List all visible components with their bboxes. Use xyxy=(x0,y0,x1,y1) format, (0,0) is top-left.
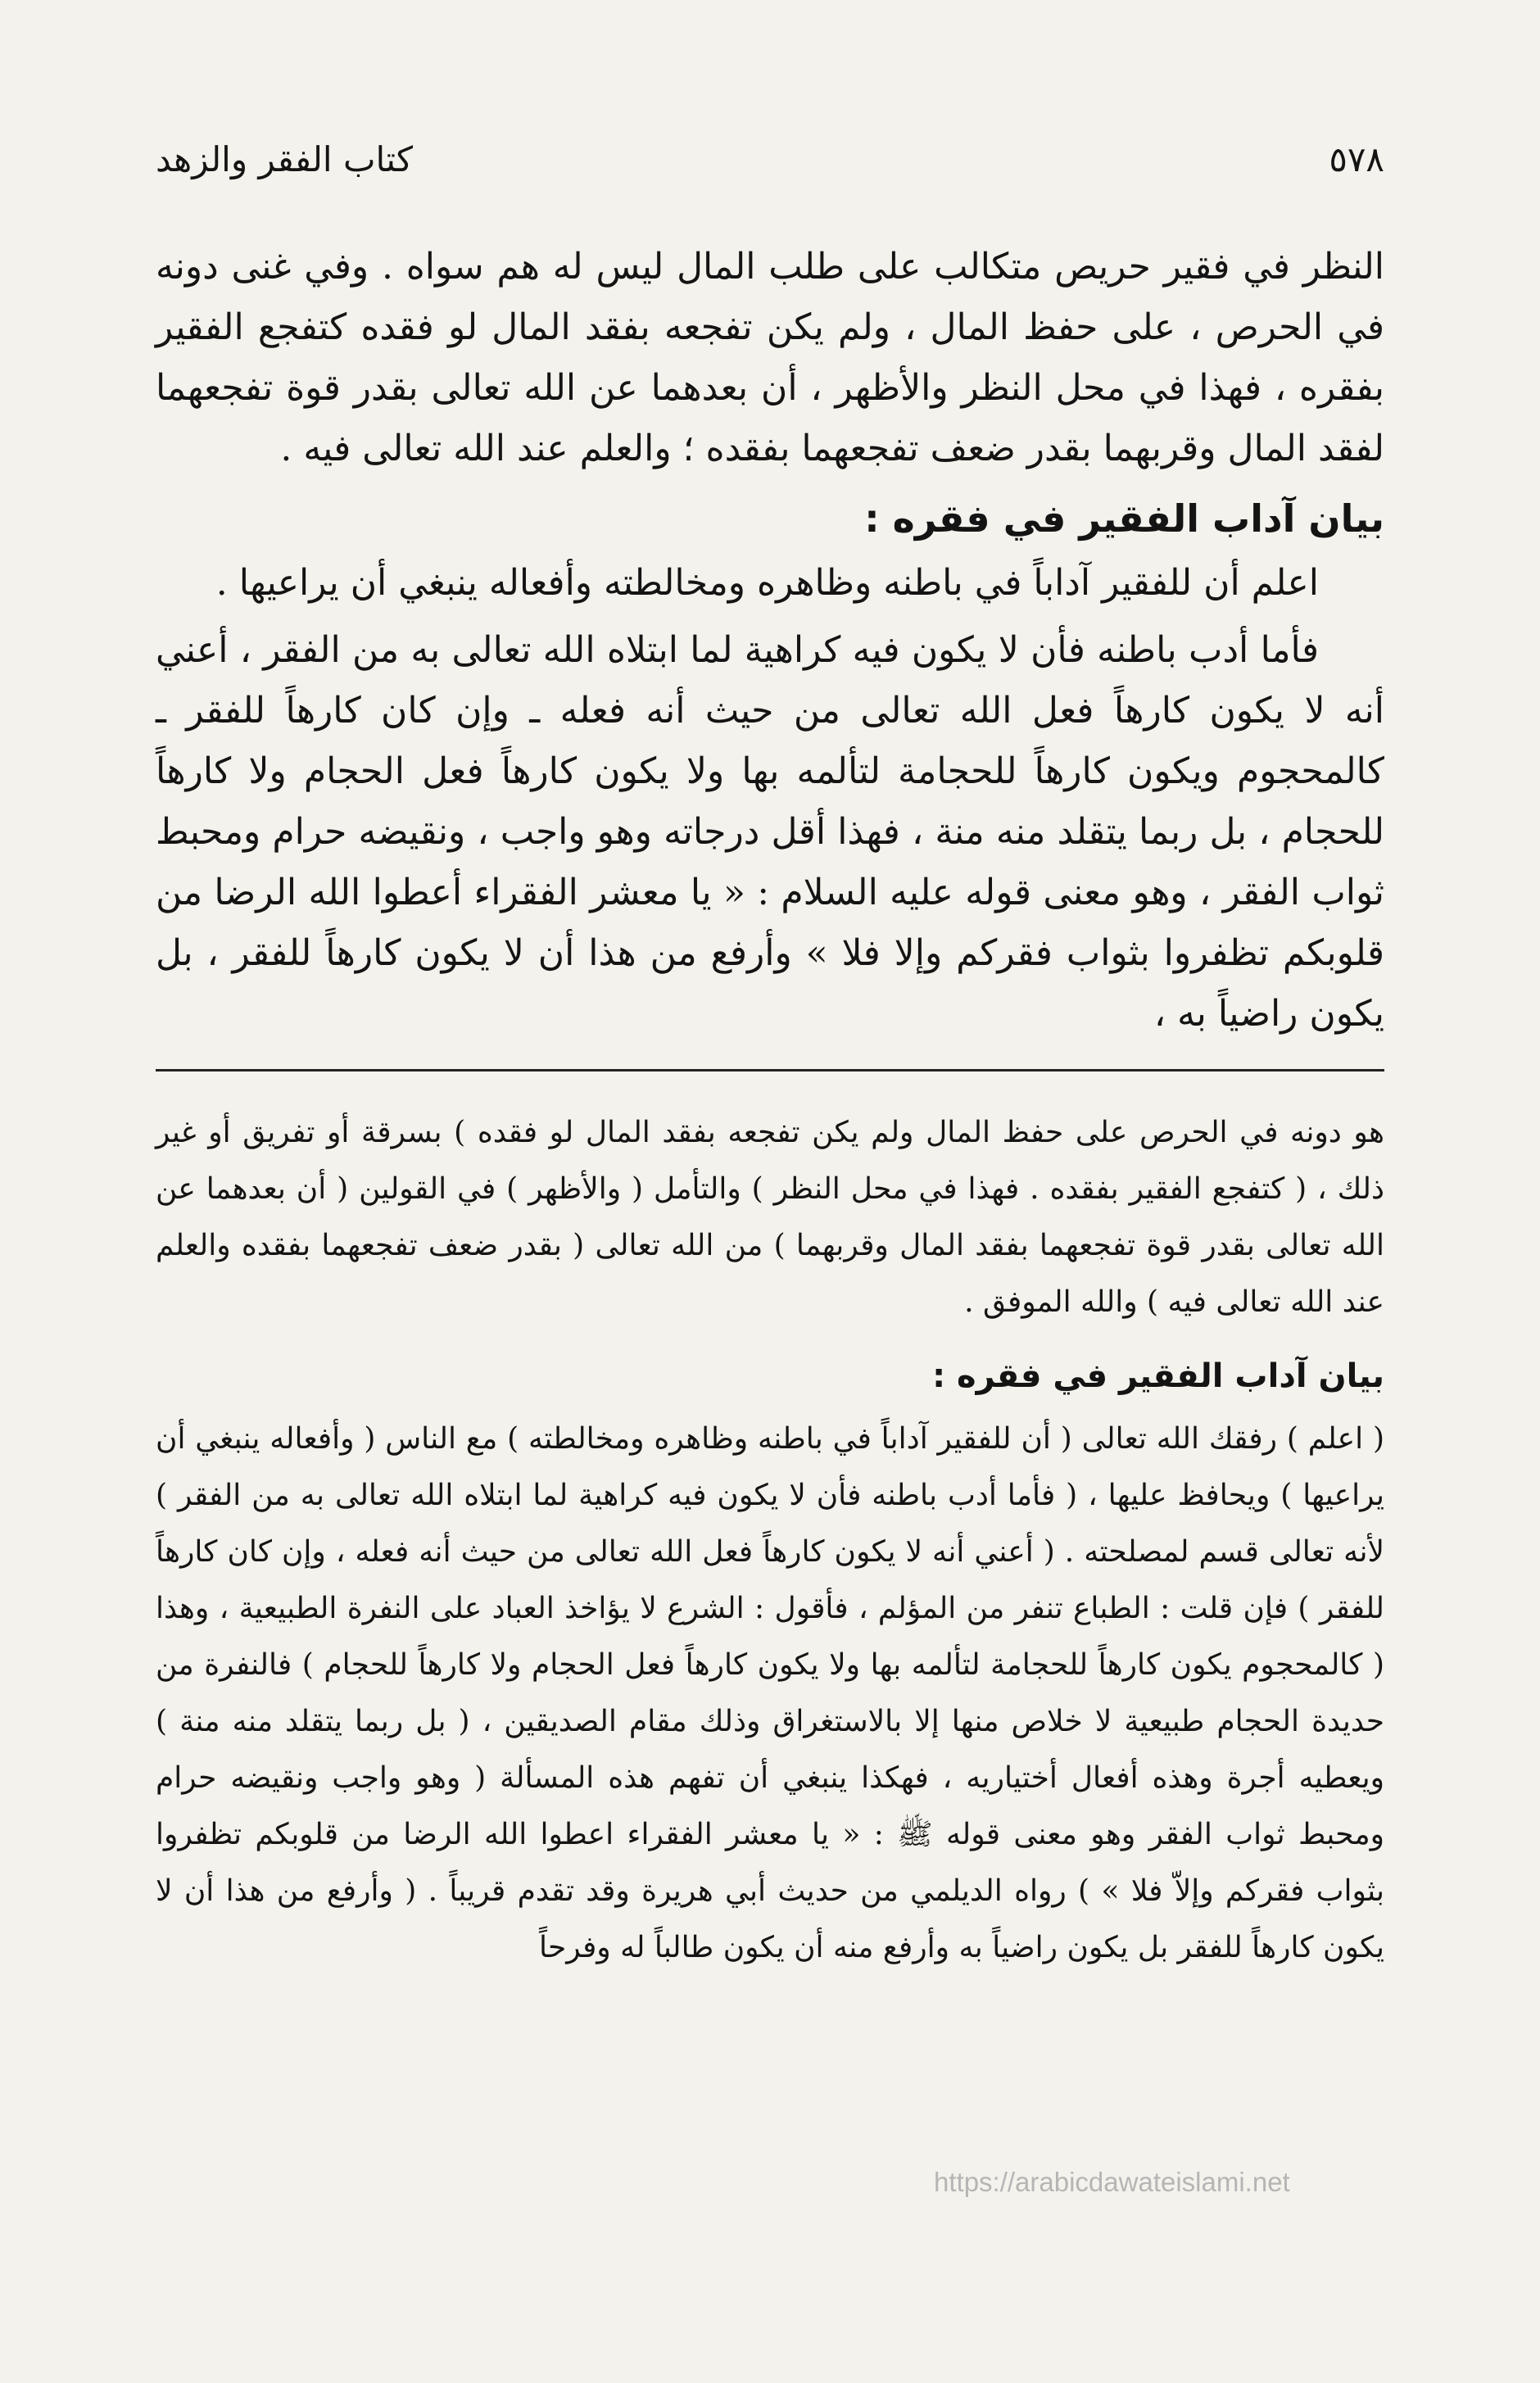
page-number: ٥٧٨ xyxy=(1329,139,1384,179)
footnote-divider xyxy=(156,1069,1384,1071)
commentary-paragraph-2: ( اعلم ) رفقك الله تعالى ( أن للفقير آداباً في باطنه وظاهره ومخالطته ) مع الناس ( وأفعاله ينبغي أن يراعيها ) ويحافظ عليها ، ( فأما أدب باطنه فأن لا يكون فيه كراهية لما ابتلاه الله تعالى به من الفقر ) لأنه تعالى قسم لمصلحته . ( أعني أنه لا يكون كارهاً فعل الله تعالى من حيث أنه فعله ، وإن كان كارهاً للفقر ) فإن قلت : الطباع تنفر من المؤلم ، فأقول : الشرع لا يؤاخذ العباد على النفرة الطبيعية ، وهذا ( كالمحجوم يكون كارهاً للحجامة لتألمه بها ولا يكون كارهاً فعل الحجام ولا كارهاً للحجام ) فالنفرة من حديدة الحجام طبيعية لا خلاص منها إلا بالاستغراق وذلك مقام الصديقين ، ( بل ربما يتقلد منه منة ) ويعطيه أجرة وهذه أفعال أختياريه ، فهكذا ينبغي أن تفهم هذه المسألة ( وهو واجب ونقيضه حرام ومحبط ثواب الفقر وهو معنى قوله ﷺ : « يا معشر الفقراء اعطوا الله الرضا من قلوبكم تظفروا بثواب فقركم وإلاّ فلا » ) رواه الديلمي من حديث أبي هريرة وقد تقدم قريباً . ( وأرفع من هذا أن لا يكون كارهاً للفقر بل يكون راضياً به وأرفع منه أن يكون طالباً له وفرحاً xyxy=(156,1422,1384,1964)
commentary-text xyxy=(156,1104,1384,1976)
watermark-url: https://arabicdawateislami.net xyxy=(934,2167,1290,2197)
main-text xyxy=(156,237,1384,1044)
main-paragraph-3: فأما أدب باطنه فأن لا يكون فيه كراهية لما ابتلاه الله تعالى به من الفقر ، أعني أنه لا يكون كارهاً فعل الله تعالى من حيث أنه فعله ـ وإن كان كارهاً للفقر ـ كالمحجوم ويكون كارهاً للحجامة لتألمه بها ولا يكون كارهاً فعل الحجام ولا كارهاً للحجام ، بل ربما يتقلد منه منة ، فهذا أقل درجاته وهو واجب ، ونقيضه حرام ومحبط ثواب الفقر ، وهو معنى قوله عليه السلام : « يا معشر الفقراء أعطوا الله الرضا من قلوبكم تظفروا بثواب فقركم وإلا فلا » وأرفع من هذا أن لا يكون كارهاً للفقر ، بل يكون راضياً به ، xyxy=(156,629,1384,1035)
book-title: كتاب الفقر والزهد xyxy=(156,139,413,179)
main-paragraph-2: اعلم أن للفقير آداباً في باطنه وظاهره ومخالطته وأفعاله ينبغي أن يراعيها . xyxy=(215,562,1319,604)
page-header xyxy=(156,139,1384,179)
commentary-paragraph-1: هو دونه في الحرص على حفظ المال ولم يكن تفجعه بفقد المال لو فقده ) بسرقة أو تفريق أو غير ذلك ، ( كتفجع الفقير بفقده . فهذا في محل النظر ) والتأمل ( والأظهر ) في القولين ( أن بعدهما عن الله تعالى بقدر قوة تفجعهما بفقد المال وقربهما ) من الله تعالى ( بقدر ضعف تفجعهما بفقده والعلم عند الله تعالى فيه ) والله الموفق . xyxy=(156,1116,1384,1319)
main-paragraph-1: النظر في فقير حريص متكالب على طلب المال ليس له هم سواه . وفي غنى دونه في الحرص ، على حفظ المال ، ولم يكن تفجعه بفقد المال لو فقده كتفجع الفقير بفقره ، فهذا في محل النظر والأظهر ، أن بعدهما عن الله تعالى بقدر قوة تفجعهما لفقد المال وقربهما بقدر ضعف تفجعهما بفقده ؛ والعلم عند الله تعالى فيه . xyxy=(156,246,1384,469)
commentary-section-heading: بيان آداب الفقير في فقره : xyxy=(932,1357,1384,1395)
main-section-heading: بيان آداب الفقير في فقره : xyxy=(864,496,1384,541)
